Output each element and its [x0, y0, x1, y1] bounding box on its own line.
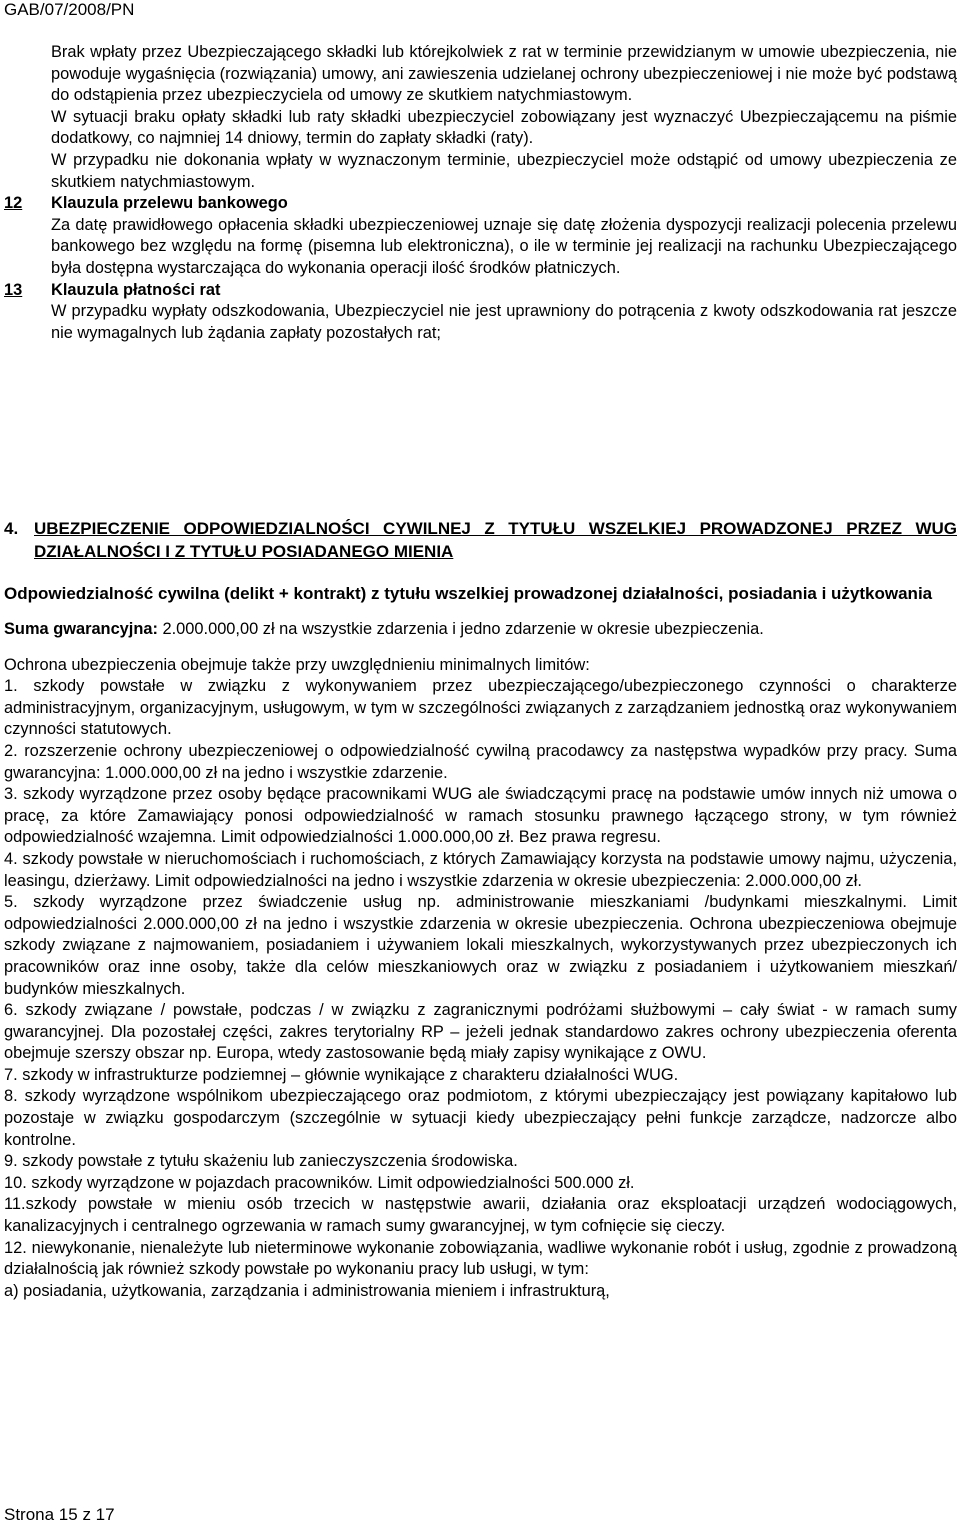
list-item: 12. niewykonanie, nienależyte lub nieterminowe wykonanie zobowiązania, wadliwe wykonanie robót i usług, zgodnie z prowadzoną działalnością jak również szkody powstałe po wykonaniu pracy lub usługi, w tym:	[4, 1238, 957, 1279]
page-number: Strona 15 z 17	[4, 1505, 115, 1524]
section-4	[4, 517, 957, 1302]
section-number: 4.	[4, 519, 19, 538]
list-item: 9. szkody powstałe z tytułu skażeniu lub zanieczyszczenia środowiska.	[4, 1152, 518, 1171]
clause-12	[4, 193, 957, 279]
clause-title: Klauzula przelewu bankowego	[51, 194, 288, 213]
coverage-list	[4, 655, 957, 1303]
clause-number: 12	[4, 194, 23, 213]
list-item: 10. szkody wyrządzone w pojazdach pracowników. Limit odpowiedzialności 500.000 zł.	[4, 1173, 635, 1192]
list-item: a) posiadania, użytkowania, zarządzania i administrowania mieniem i infrastrukturą,	[4, 1281, 610, 1300]
clause-text: Za datę prawidłowego opłacenia składki ubezpieczeniowej uznaje się datę złożenia dyspozycji realizacji polecenia przelewu bankowego bez względu na formę (pisemna lub elektroniczna), o ile w terminie jej realizacji na rachunku Ubezpieczającego była dostępna wystarczająca do wykonania operacji ilość środków płatniczych.	[51, 215, 957, 277]
paragraph-withdrawal: W przypadku nie dokonania wpłaty w wyznaczonym terminie, ubezpieczyciel może odstąpić od umowy ubezpieczenia ze skutkiem natychmiastowym.	[51, 150, 957, 191]
document-code: GAB/07/2008/PN	[4, 0, 135, 19]
section-title: UBEZPIECZENIE ODPOWIEDZIALNOŚCI CYWILNEJ Z TYTUŁU WSZELKIEJ PROWADZONEJ PRZEZ WUG DZIAŁALNOŚCI I Z TYTUŁU POSIADANEGO MIENIA	[34, 519, 957, 561]
list-item: 2. rozszerzenie ochrony ubezpieczeniowej o odpowiedzialność cywilną pracodawcy za następstwa wypadków przy pracy. Suma gwarancyjna: 1.000.000,00 zł na jedno i wszystkie zdarzenie.	[4, 741, 957, 782]
paragraph-payment: Brak wpłaty przez Ubezpieczającego składki lub którejkolwiek z rat w terminie przewidzianym w umowie ubezpieczenia, nie powoduje wygaśnięcia (rozwiązania) umowy, ani zawieszenia udzielanej ochrony ubezpieczeniowej i nie może być podstawą do odstąpienia przez ubezpieczyciela od umowy ze skutkiem natychmiastowym.	[51, 43, 957, 105]
list-item: 3. szkody wyrządzone przez osoby będące pracownikami WUG ale świadczącymi pracę na podstawie umów innych niż umowa o pracę, za które Zamawiający ponosi odpowiedzialność w ramach stosunku prawnego łączącego strony, w tym również odpowiedzialność wzajemna. Limit odpowiedzialności 1.000.000,00 zł. Bez prawa regresu.	[4, 785, 957, 847]
section-subtitle: Odpowiedzialność cywilna (delikt + kontrakt) z tytułu wszelkiej prowadzonej działalności, posiadania i użytkowania	[4, 584, 933, 603]
section-continuation	[4, 42, 957, 344]
clause-title: Klauzula płatności rat	[51, 280, 221, 299]
paragraph-deadline: W sytuacji braku opłaty składki lub raty składki ubezpieczyciel zobowiązany jest wyznaczyć Ubezpieczającemu na piśmie dodatkowy, co najmniej 14 dniowy, termin do zapłaty składki (raty).	[51, 107, 957, 148]
sum-label: Suma gwarancyjna:	[4, 620, 158, 638]
list-item: 8. szkody wyrządzone wspólnikom ubezpieczającego oraz podmiotom, z którymi ubezpieczający jest powiązany kapitałowo lub pozostaje w związku gospodarczym (szczególnie w sytuacji kiedy ubezpieczający pełni funkcje zarządcze, nadzorcze albo kontrolne.	[4, 1087, 957, 1149]
list-item: 6. szkody związane / powstałe, podczas / w związku z zagranicznymi podróżami służbowymi – cały świat - w ramach sumy gwarancyjnej. Dla pozostałej części, zakres terytorialny RP – jeżeli jednak standardowo zakres ochrony ubezpieczenia oferenta obejmuje szerszy obszar np. Europa, wtedy zastosowanie będą miały zapisy wynikające z OWU.	[4, 1001, 957, 1063]
list-item: 7. szkody w infrastrukturze podziemnej – głównie wynikające z charakteru działalności WUG.	[4, 1065, 679, 1084]
list-item: 11.szkody powstałe w mieniu osób trzecich w następstwie awarii, działania oraz eksploatacji urządzeń wodociągowych, kanalizacyjnych i centralnego ogrzewania w ramach sumy gwarancyjnej, w tym cofnięcie się cieczy.	[4, 1195, 957, 1236]
clause-text: W przypadku wypłaty odszkodowania, Ubezpieczyciel nie jest uprawniony do potrącenia z kwoty odszkodowania rat jeszcze nie wymagalnych lub żądania zapłaty pozostałych rat;	[51, 302, 957, 342]
section-heading	[4, 517, 957, 563]
clause-13	[4, 280, 957, 345]
sum-text: 2.000.000,00 zł na wszystkie zdarzenia i jedno zdarzenie w okresie ubezpieczenia.	[157, 620, 764, 638]
list-item: 1. szkody powstałe w związku z wykonywaniem przez ubezpieczającego/ubezpieczonego czynności o charakterze administracyjnym, organizacyjnym, usługowym, w tym w szczególności związanych z zarządzaniem jednostką oraz wykonywaniem czynności statutowych.	[4, 677, 957, 739]
list-item: 4. szkody powstałe w nieruchomościach i ruchomościach, z których Zamawiający korzysta na podstawie umowy najmu, użyczenia, leasingu, dzierżawy. Limit odpowiedzialności na jedno i wszystkie zdarzenia w okresie ubezpieczenia: 2.000.000,00 zł.	[4, 849, 957, 890]
coverage-intro: Ochrona ubezpieczenia obejmuje także przy uwzględnieniu minimalnych limitów:	[4, 655, 590, 674]
sum-insured	[4, 619, 957, 641]
clause-number: 13	[4, 280, 23, 299]
list-item: 5. szkody wyrządzone przez świadczenie usług np. administrowanie mieszkaniami /budynkami mieszkalnymi. Limit odpowiedzialności 2.000.000,00 zł na jedno i wszystkie zdarzenia w okresie ubezpieczenia. Ochrona ubezpieczeniowa obejmuje szkody związane z najmowaniem, posiadaniem i używaniem lokali mieszkalnych, wykorzystywanych przez ubezpieczonych ich pracowników oraz inne osoby, także dla celów mieszkaniowych oraz w związku z posiadaniem i użytkowaniem mieszkań/ budynków mieszkalnych.	[4, 893, 957, 998]
